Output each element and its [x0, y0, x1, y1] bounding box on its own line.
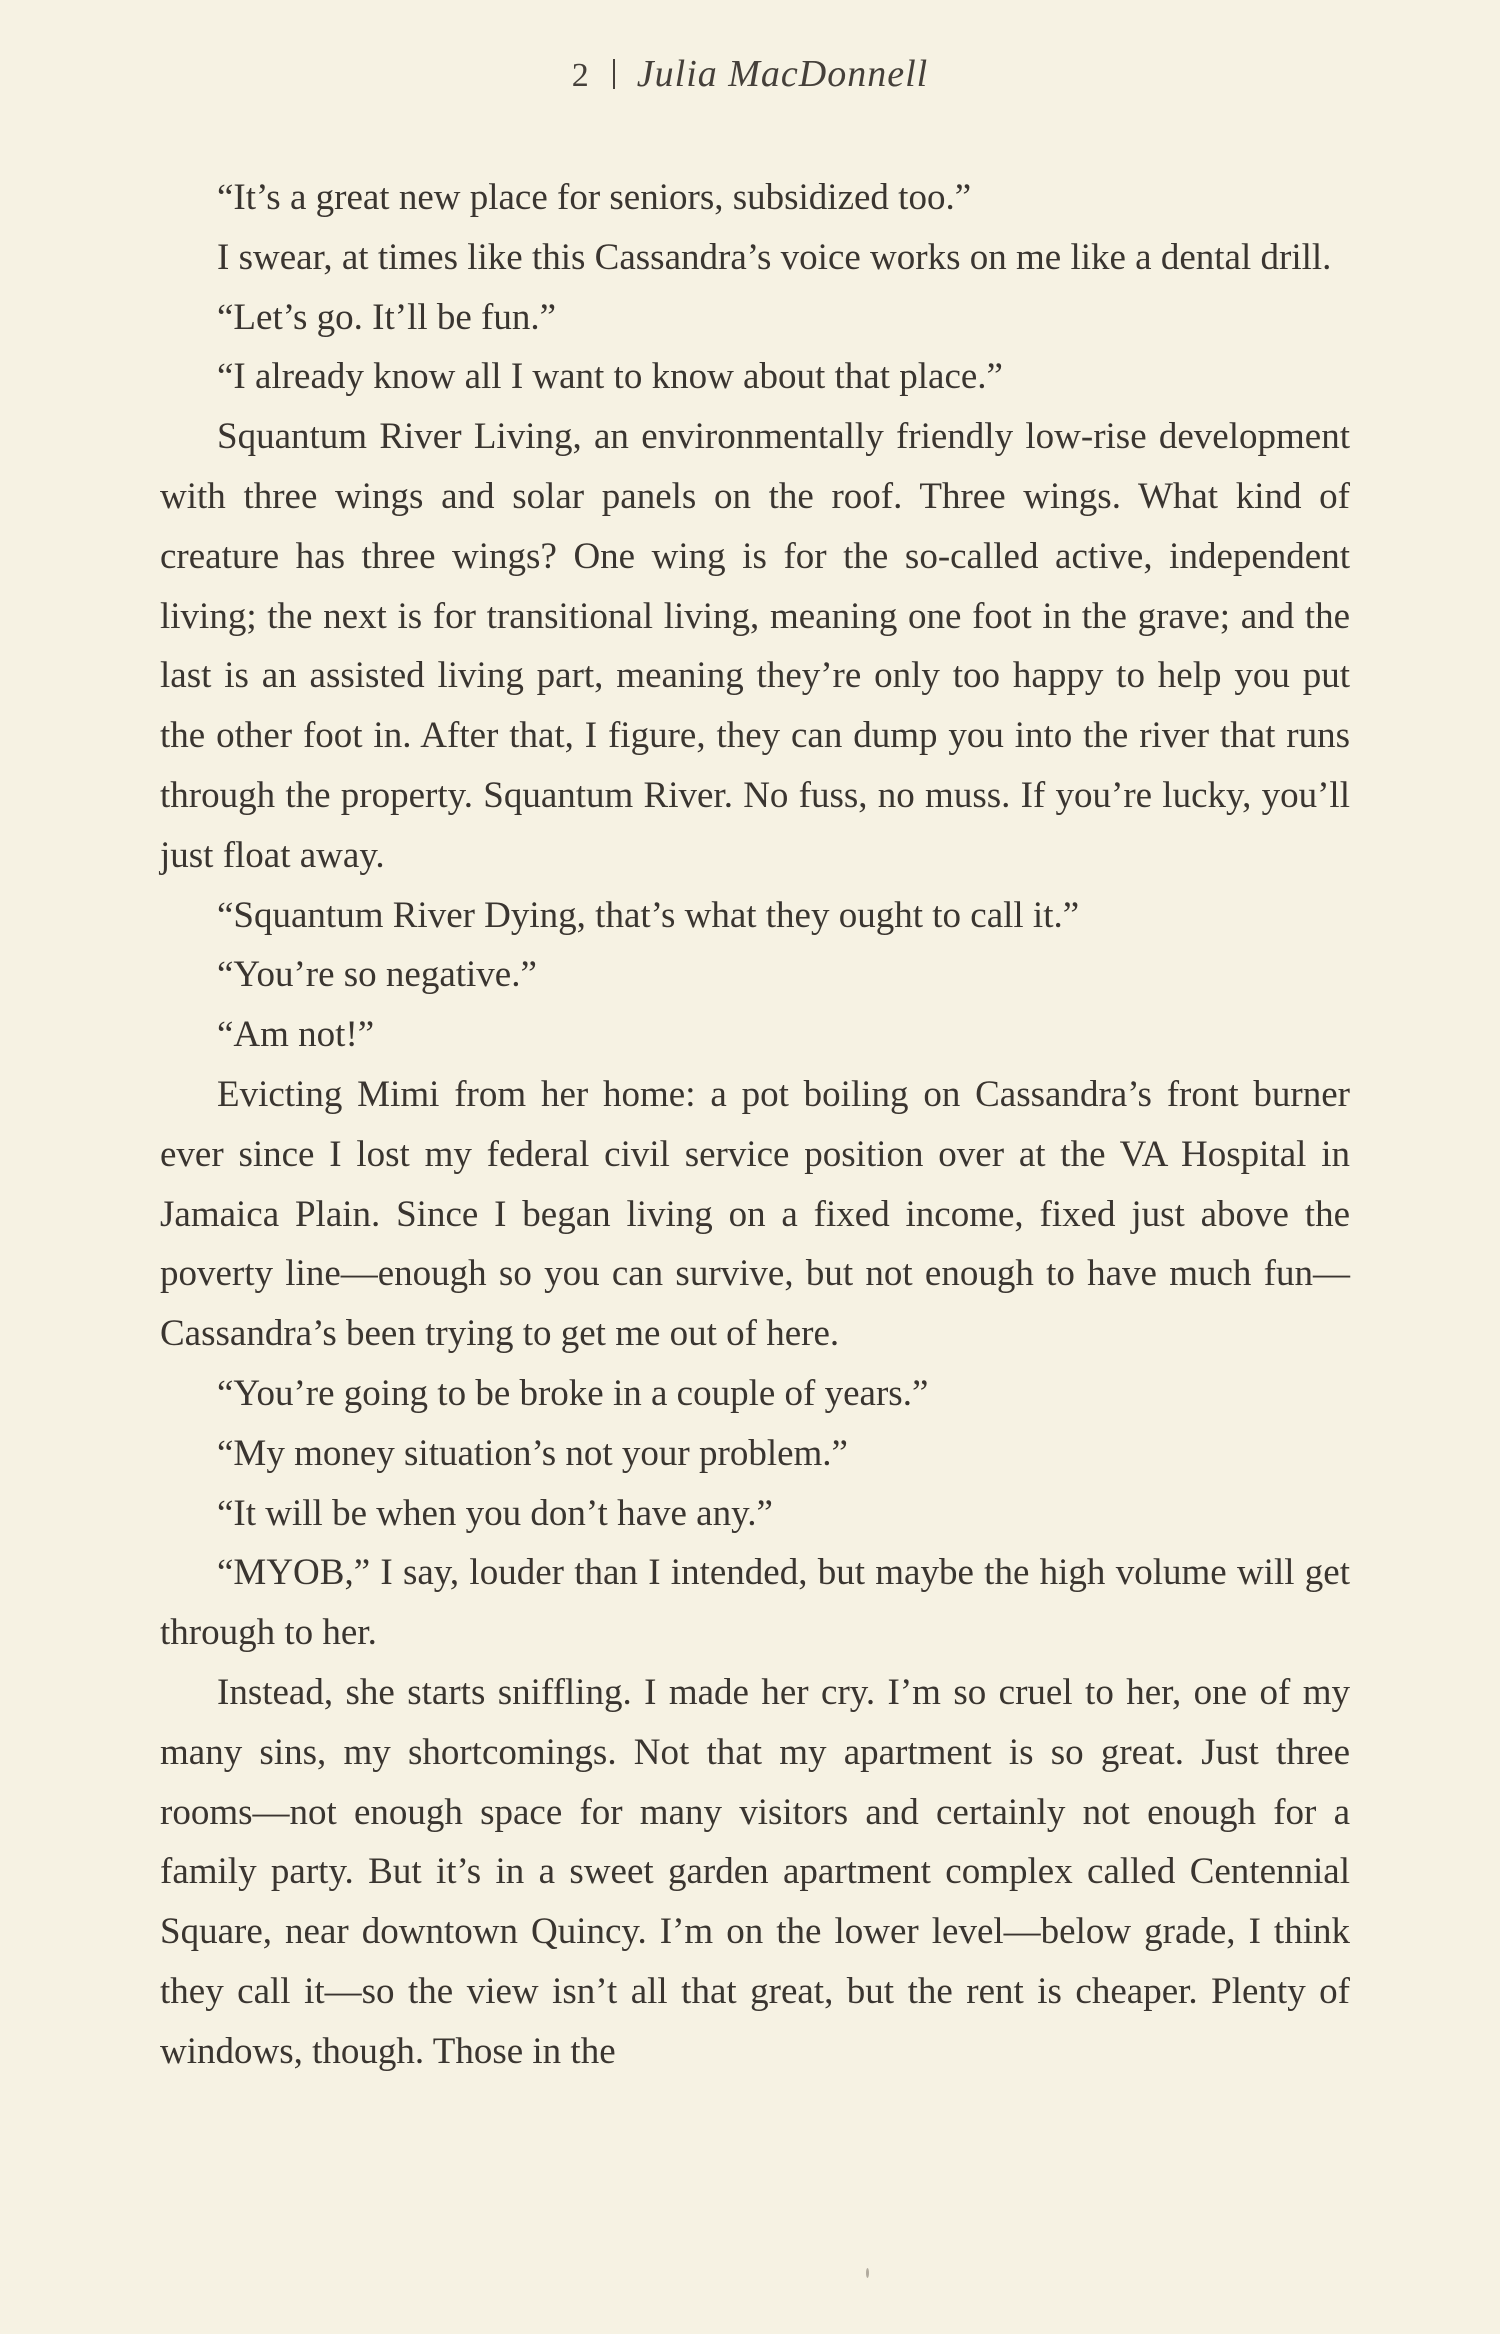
paragraph: “MYOB,” I say, louder than I intended, but maybe the high volume will get through to her. — [160, 1552, 1350, 1654]
paragraph: “Squantum River Dying, that’s what they ought to call it.” — [217, 894, 1080, 936]
paragraph: Evicting Mimi from her home: a pot boiling on Cassandra’s front burner ever since I lost my federal civil service position over at the VA Hospital in Jamaica Plain. Since I began living on a fixed income, fixed just above the poverty line—enough so you can survive, but not enough to have much fun—Cassandra’s been trying to get me out of here. — [160, 1073, 1350, 1355]
paragraph: Instead, she starts sniffling. I made her cry. I’m so cruel to her, one of my many sins, my shortcomings. Not that my apartment is so great. Just three rooms—not enough space for many visitors and certainly not enough for a family party. But it’s in a sweet garden apartment complex called Centennial Square, near downtown Quincy. I’m on the lower level—below grade, I think they call it—so the view isn’t all that great, but the rent is cheaper. Plenty of windows, though. Those in the — [160, 1671, 1350, 2072]
author-name: Julia MacDonnell — [636, 53, 929, 95]
paragraph: Squantum River Living, an environmentally friendly low-rise development with three wings and solar panels on the roof. Three wings. What kind of creature has three wings? One wing is for the so-called active, independent living; the next is for transitional living, meaning one foot in the grave; and the last is an assisted living part, meaning they’re only too happy to help you put the other foot in. After that, I figure, they can dump you into the river that runs through the property. Squantum River. No fuss, no muss. If you’re lucky, you’ll just float away. — [160, 416, 1350, 876]
paragraph: “It’s a great new place for seniors, subsidized too.” — [217, 177, 972, 218]
paragraph: I swear, at times like this Cassandra’s voice works on me like a dental drill. — [217, 236, 1332, 278]
paragraph: “You’re so negative.” — [217, 954, 537, 996]
header-separator — [613, 59, 615, 89]
page-number: 2 — [571, 57, 589, 94]
paragraph: “My money situation’s not your problem.” — [217, 1432, 848, 1474]
paragraph: “Am not!” — [217, 1014, 375, 1056]
body-text — [160, 168, 1350, 2082]
paragraph: “I already know all I want to know about that place.” — [217, 356, 1003, 398]
scan-speck — [866, 2268, 869, 2278]
running-head — [0, 52, 1500, 96]
paragraph: “You’re going to be broke in a couple of years.” — [217, 1372, 929, 1414]
paragraph: “It will be when you don’t have any.” — [217, 1492, 773, 1534]
paragraph: “Let’s go. It’ll be fun.” — [217, 296, 557, 338]
